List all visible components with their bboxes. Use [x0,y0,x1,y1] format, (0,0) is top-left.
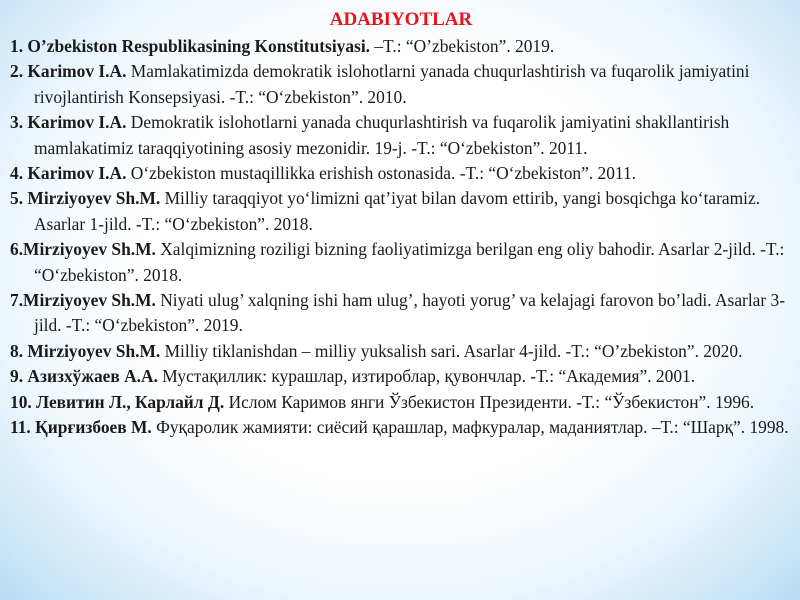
reference-item [10,288,792,339]
reference-author: O’zbekiston Respublikasining Konstitutsiyasi. [27,36,370,56]
reference-text: O‘zbekiston mustaqillikka erishish ostonasida. -T.: “O‘zbekiston”. 2011. [130,163,636,184]
reference-text: Milliy tiklanishdan – milliy yuksalish sari. Asarlar 4-jild. -T.: “O’zbekiston”. 2020. [164,340,743,361]
reference-item [10,339,792,364]
reference-text: Niyati ulug’ xalqning ishi ham ulug’, hayoti yorug’ va kelajagi farovon bo’ladi. Asarlar 3-jild. -T.: “O‘zbekiston”. 2019. [34,290,786,336]
reference-item [10,237,792,288]
reference-text: Mamlakatimizda demokratik islohotlarni yanada chuqurlashtirish va fuqarolik jamiyatini rivojlantirish Konsepsiyasi. -T.: “O‘zbekiston”. 2010. [34,61,750,107]
reference-author: Азизхўжаев А.А. [27,366,158,387]
reference-item [10,415,792,440]
reference-number: 7. [10,290,24,311]
reference-item [10,34,792,59]
reference-author: Mirziyoyev Sh.M. [23,239,156,260]
reference-number: 10. [10,391,32,412]
reference-text: Ислом Каримов янги Ўзбекистон Президенти. -Т.: “Ўзбекистон”. 1996. [228,391,755,412]
reference-text: –T.: “O’zbekiston”. 2019. [374,36,555,56]
reference-number: 9. [10,366,24,387]
reference-author: Mirziyoyev Sh.M. [27,188,161,209]
reference-author: Karimov I.A. [27,163,127,184]
reference-author: Қирғизбоев М. [35,417,152,438]
reference-number: 4. [10,163,24,184]
reference-item [10,364,792,389]
reference-number: 8. [10,340,24,361]
reference-number: 5. [10,188,24,209]
reference-text: Demokratik islohotlarni yanada chuqurlashtirish va fuqarolik jamiyatini shakllantirish mamlakatimiz taraqqiyotining asosiy mezonidir. 19-j. -T.: “O‘zbekiston”. 2011. [34,112,730,158]
page-title: ADABIYOTLAR [329,9,473,30]
reference-item [10,161,792,186]
reference-list [10,34,792,441]
reference-number: 1. [10,36,24,56]
reference-text: Мустақиллик: курашлар, изтироблар, қувончлар. -Т.: “Академия”. 2001. [162,366,696,387]
reference-text: Xalqimizning roziligi bizning faoliyatimizga berilgan eng oliy bahodir. Asarlar 2-jild. -T.: “O‘zbekiston”. 2018. [34,239,785,285]
reference-number: 11. [10,417,31,438]
reference-text: Фуқаролик жамияти: сиёсий қарашлар, мафкуралар, маданиятлар. –Т.: “Шарқ”. 1998. [156,417,789,438]
reference-author: Левитин Л., Карлайл Д. [36,391,225,412]
reference-author: Mirziyoyev Sh.M. [23,290,156,311]
reference-number: 2. [10,61,24,82]
reference-author: Mirziyoyev Sh.M. [27,340,161,361]
reference-author: Karimov I.A. [27,61,127,82]
reference-number: 3. [10,112,24,133]
reference-item [10,59,792,110]
reference-item [10,186,792,237]
reference-text: Milliy taraqqiyot yo‘limizni qat’iyat bilan davom ettirib, yangi bosqichga ko‘taramiz. Asarlar 1-jild. -T.: “O‘zbekiston”. 2018. [34,188,761,234]
reference-author: Karimov I.A. [27,112,127,133]
reference-item [10,110,792,161]
reference-number: 6. [10,239,24,260]
reference-item [10,390,792,415]
